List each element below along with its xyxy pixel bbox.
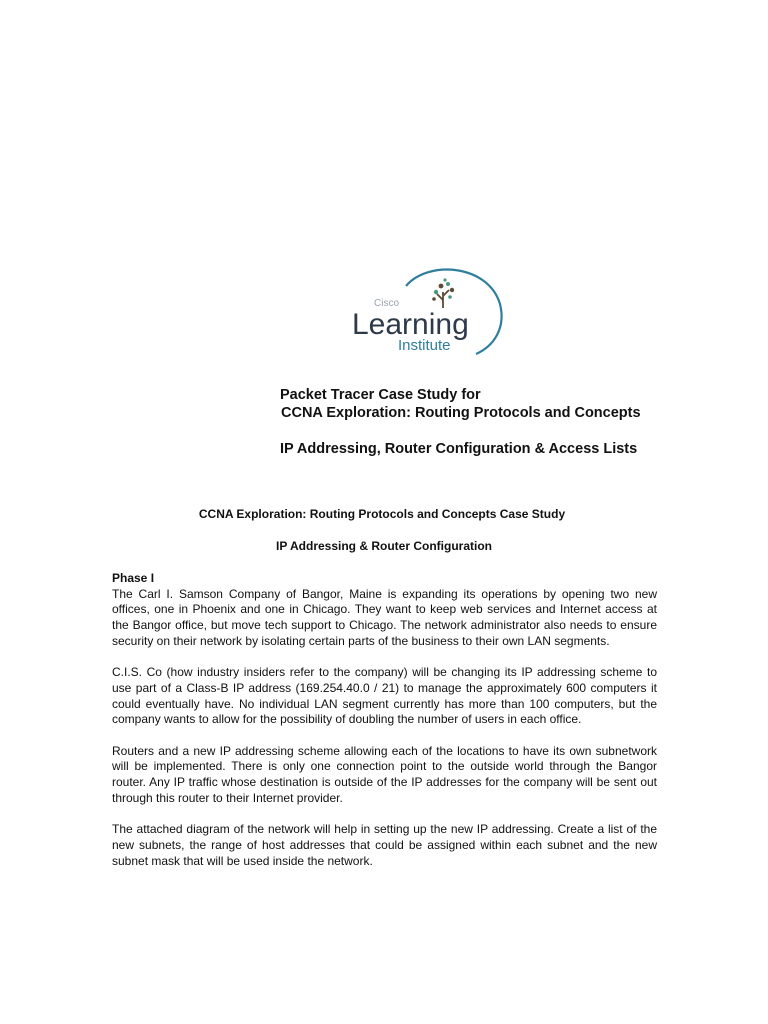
paragraph: The Carl I. Samson Company of Bangor, Maine is expanding its operations by opening two new offices, one in Phoenix and one in Chicago. They want to keep web services and Internet access at the Bangor office, but move tech support to Chicago. The network administrator also needs to ensure security on their network by isolating certain parts of the business to their own LAN segments. <box>112 586 657 648</box>
tree-leaf <box>450 288 454 292</box>
tree-leaf <box>434 290 438 294</box>
logo-cisco-text: Cisco <box>374 298 400 309</box>
title-line-2: CCNA Exploration: Routing Protocols and Concepts <box>281 405 641 421</box>
document-body <box>112 571 657 885</box>
section-heading: IP Addressing & Router Configuration <box>275 539 492 553</box>
tree-leaf <box>446 282 450 286</box>
title-line-3: IP Addressing, Router Configuration & Access Lists <box>280 441 638 457</box>
paragraph: Routers and a new IP addressing scheme allowing each of the locations to have its own subnetwork will be implemented. There is only one connection point to the outside world through the Bangor router. Any IP traffic whose destination is outside of the IP addresses for the company will be sent out through this router to their Internet provider. <box>112 743 657 805</box>
cisco-learning-institute-logo <box>348 266 508 358</box>
paragraph: The attached diagram of the network will help in setting up the new IP addressing. Create a list of the new subnets, the range of host addresses that could be assigned within each subnet and the new subnet mask that will be used inside the network. <box>112 822 657 868</box>
document-title <box>280 386 740 458</box>
tree-leaf <box>432 297 436 301</box>
logo-graphic <box>348 266 508 358</box>
logo-learning-text: Learning <box>352 308 469 341</box>
tree-trunk <box>437 290 449 308</box>
paragraph: C.I.S. Co (how industry insiders refer to the company) will be changing its IP addressing scheme to use part of a Class-B IP address (169.254.40.0 / 21) to manage the approximately 600 computers it could eventually have. No individual LAN segment currently has more than 100 computers, but the company wants to allow for the possibility of doubling the number of users in each office. <box>112 665 657 727</box>
phase-label: Phase I <box>112 571 155 585</box>
logo-institute-text: Institute <box>398 337 451 354</box>
tree-leaf <box>443 278 446 281</box>
tree-leaf <box>439 284 444 289</box>
title-line-1: Packet Tracer Case Study for <box>280 387 481 403</box>
case-study-heading: CCNA Exploration: Routing Protocols and Concepts Case Study <box>198 507 566 521</box>
tree-leaf <box>448 295 452 299</box>
